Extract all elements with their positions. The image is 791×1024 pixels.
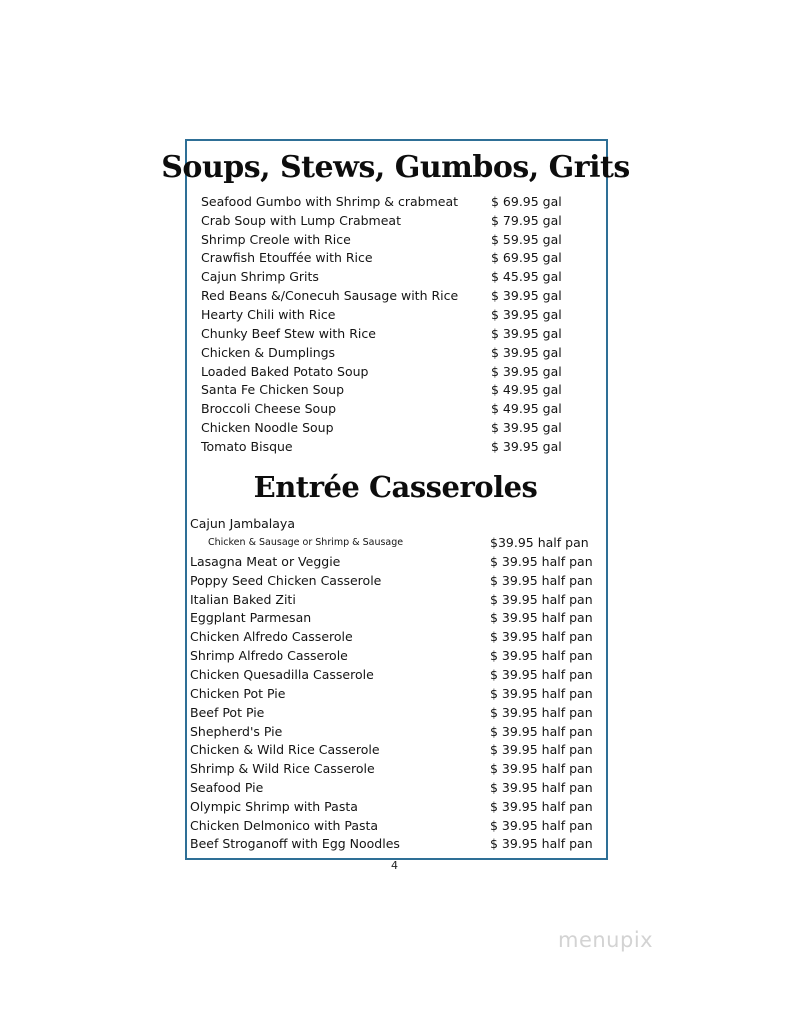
soup-item-price: $ 39.95 gal [491, 345, 562, 360]
soup-item-name: Crab Soup with Lump Crabmeat [201, 213, 401, 228]
casserole-item-price: $ 39.95 half pan [490, 686, 593, 701]
casserole-item [190, 514, 600, 533]
casserole-item-name: Shepherd's Pie [190, 724, 283, 739]
soup-item [201, 418, 591, 437]
casserole-item [190, 571, 600, 590]
soup-item [201, 399, 591, 418]
soup-item-price: $ 45.95 gal [491, 269, 562, 284]
soup-item-price: $ 79.95 gal [491, 213, 562, 228]
casserole-item [190, 627, 600, 646]
casserole-item-name: Seafood Pie [190, 780, 264, 795]
casserole-item-name: Chicken Alfredo Casserole [190, 629, 353, 644]
soup-item-name: Shrimp Creole with Rice [201, 232, 351, 247]
soup-item [201, 324, 591, 343]
soup-item [201, 362, 591, 381]
soup-item-price: $ 69.95 gal [491, 194, 562, 209]
soup-item-price: $ 59.95 gal [491, 232, 562, 247]
soup-item-price: $ 39.95 gal [491, 307, 562, 322]
watermark-logo: menupix [558, 928, 654, 952]
soup-item [201, 286, 591, 305]
casserole-item-name: Chicken Delmonico with Pasta [190, 818, 379, 833]
casserole-item [190, 646, 600, 665]
casserole-item-price: $ 39.95 half pan [490, 724, 593, 739]
casserole-item-price: $ 39.95 half pan [490, 818, 593, 833]
casserole-item-price: $ 39.95 half pan [490, 836, 593, 851]
casserole-item [190, 552, 600, 571]
casserole-item-price: $ 39.95 half pan [490, 573, 593, 588]
soup-item-name: Chunky Beef Stew with Rice [201, 326, 376, 341]
casserole-item [190, 740, 600, 759]
casserole-item-name: Beef Stroganoff with Egg Noodles [190, 836, 400, 851]
soup-item-name: Santa Fe Chicken Soup [201, 382, 345, 397]
casserole-item [190, 608, 600, 627]
casserole-item-price: $ 39.95 half pan [490, 629, 593, 644]
casserole-item-price: $ 39.95 half pan [490, 592, 593, 607]
soup-item-price: $ 69.95 gal [491, 250, 562, 265]
casserole-item [190, 778, 600, 797]
casserole-item [190, 834, 600, 853]
casserole-item-price: $39.95 half pan [490, 535, 589, 550]
soup-item-name: Red Beans &/Conecuh Sausage with Rice [201, 288, 459, 303]
casserole-item-name: Italian Baked Ziti [190, 592, 296, 607]
soup-item-price: $ 49.95 gal [491, 401, 562, 416]
casserole-item-name: Lasagna Meat or Veggie [190, 554, 341, 569]
casserole-item-subtitle: Chicken & Sausage or Shrimp & Sausage [208, 537, 404, 548]
soup-item-name: Chicken Noodle Soup [201, 420, 334, 435]
soup-item-price: $ 39.95 gal [491, 288, 562, 303]
casserole-item-price: $ 39.95 half pan [490, 780, 593, 795]
soup-item [201, 437, 591, 456]
soup-item-price: $ 39.95 gal [491, 420, 562, 435]
casserole-item-price: $ 39.95 half pan [490, 610, 593, 625]
soup-item-name: Cajun Shrimp Grits [201, 269, 319, 284]
casserole-item-name: Chicken Quesadilla Casserole [190, 667, 374, 682]
casserole-item-name: Shrimp & Wild Rice Casserole [190, 761, 375, 776]
casserole-item [190, 590, 600, 609]
soup-item [201, 192, 591, 211]
soup-item-name: Tomato Bisque [201, 439, 293, 454]
soup-item [201, 380, 591, 399]
soup-item-price: $ 39.95 gal [491, 364, 562, 379]
soup-item-price: $ 39.95 gal [491, 439, 562, 454]
casserole-item [190, 759, 600, 778]
soup-item [201, 211, 591, 230]
casserole-item [190, 703, 600, 722]
casserole-item-price: $ 39.95 half pan [490, 648, 593, 663]
casserole-item-price: $ 39.95 half pan [490, 667, 593, 682]
casserole-item-price: $ 39.95 half pan [490, 705, 593, 720]
soup-item [201, 230, 591, 249]
casserole-item-name: Chicken & Wild Rice Casserole [190, 742, 380, 757]
casserole-item [190, 816, 600, 835]
soup-item [201, 305, 591, 324]
casserole-item-price-row [190, 533, 600, 552]
casserole-item-price: $ 39.95 half pan [490, 742, 593, 757]
casserole-item-name: Cajun Jambalaya [190, 516, 295, 531]
casseroles-title: Entrée Casseroles [253, 470, 538, 504]
page-number: 4 [391, 859, 398, 872]
soups-title: Soups, Stews, Gumbos, Grits [161, 150, 630, 185]
soup-item-name: Crawfish Etouffée with Rice [201, 250, 373, 265]
casserole-item-name: Poppy Seed Chicken Casserole [190, 573, 382, 588]
soup-item-name: Seafood Gumbo with Shrimp & crabmeat [201, 194, 459, 209]
casserole-item [190, 684, 600, 703]
casserole-item-price: $ 39.95 half pan [490, 554, 593, 569]
casserole-item-price: $ 39.95 half pan [490, 761, 593, 776]
soup-item-name: Broccoli Cheese Soup [201, 401, 337, 416]
soup-item [201, 343, 591, 362]
casserole-item-name: Beef Pot Pie [190, 705, 265, 720]
casserole-item-name: Olympic Shrimp with Pasta [190, 799, 358, 814]
casserole-item-name: Eggplant Parmesan [190, 610, 312, 625]
casserole-item-name: Shrimp Alfredo Casserole [190, 648, 348, 663]
casserole-item-name: Chicken Pot Pie [190, 686, 286, 701]
casserole-item [190, 797, 600, 816]
soup-item-price: $ 39.95 gal [491, 326, 562, 341]
soup-item-name: Loaded Baked Potato Soup [201, 364, 369, 379]
casserole-item [190, 665, 600, 684]
casserole-item-price: $ 39.95 half pan [490, 799, 593, 814]
soup-item-name: Hearty Chili with Rice [201, 307, 336, 322]
soup-item-price: $ 49.95 gal [491, 382, 562, 397]
soup-item [201, 248, 591, 267]
soup-item [201, 267, 591, 286]
casserole-item [190, 722, 600, 741]
soup-item-name: Chicken & Dumplings [201, 345, 336, 360]
